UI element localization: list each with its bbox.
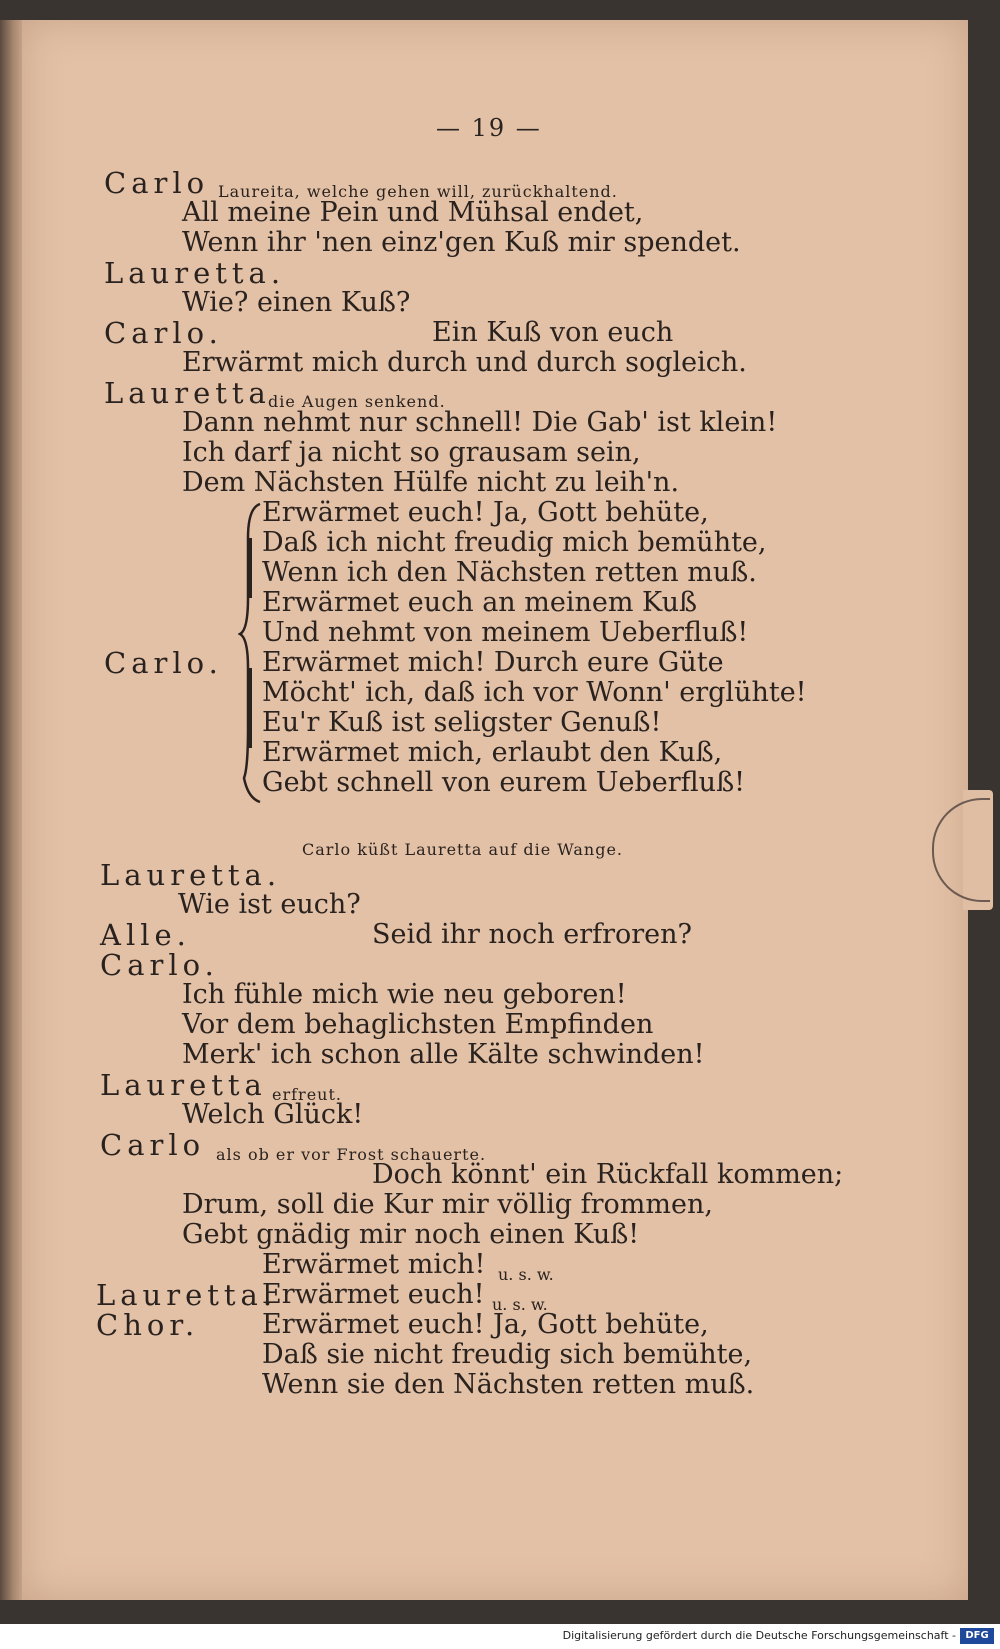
speaker-label: Lauretta — [100, 1068, 267, 1102]
verse-line: Daß sie nicht freudig sich bemühte, — [262, 1339, 753, 1370]
stage-direction: Carlo küßt Lauretta auf die Wange. — [302, 840, 623, 859]
verse-line: Wie? einen Kuß? — [182, 287, 411, 318]
stage-direction: Laureita, welche gehen will, zurückhaltend. — [218, 182, 618, 201]
speaker-label: Lauretta. — [104, 256, 286, 290]
verse-line: Eu'r Kuß ist seligster Genuß! — [262, 707, 662, 738]
speaker-label: Lauretta. — [96, 1278, 278, 1312]
verse-line: Merk' ich schon alle Kälte schwinden! — [182, 1039, 705, 1070]
verse-line: Wie ist euch? — [178, 889, 361, 920]
verse-line: Möcht' ich, daß ich vor Wonn' erglühte! — [262, 677, 807, 708]
verse-line: Erwärmet mich! Durch eure Güte — [262, 647, 724, 678]
verse-line: Welch Glück! — [182, 1099, 364, 1130]
abbreviation-note: u. s. w. — [492, 1295, 548, 1314]
speaker-label: Carlo — [104, 166, 210, 200]
verse-line: Und nehmt von meinem Ueberfluß! — [262, 617, 749, 648]
verse-line: Erwärmt mich durch und durch sogleich. — [182, 347, 747, 378]
verse-line: Erwärmet euch! Ja, Gott behüte, — [262, 1309, 709, 1340]
verse-line: Doch könnt' ein Rückfall kommen; — [372, 1159, 844, 1190]
verse-line: Drum, soll die Kur mir völlig frommen, — [182, 1189, 713, 1220]
stage-direction: als ob er vor Frost schauerte. — [216, 1145, 487, 1164]
verse-line: Ein Kuß von euch — [432, 317, 674, 348]
duet-brace — [238, 498, 268, 808]
verse-line: Dem Nächsten Hülfe nicht zu leih'n. — [182, 467, 680, 498]
verse-line: Gebt schnell von eurem Ueberfluß! — [262, 767, 745, 798]
verse-line: Erwärmet euch an meinem Kuß — [262, 587, 698, 618]
footer-bar — [0, 1624, 1000, 1649]
verse-line: Ich fühle mich wie neu geboren! — [182, 979, 627, 1010]
verse-line: Wenn ihr 'nen einz'gen Kuß mir spendet. — [182, 227, 741, 258]
verse-line: Daß ich nicht freudig mich bemühte, — [262, 527, 767, 558]
verse-line: Seid ihr noch erfroren? — [372, 919, 693, 950]
verse-line: Vor dem behaglichsten Empfinden — [182, 1009, 654, 1040]
verse-line: All meine Pein und Mühsal endet, — [182, 197, 644, 228]
speaker-label: Carlo. — [100, 948, 219, 982]
verse-line: Erwärmet euch! Ja, Gott behüte, — [262, 497, 709, 528]
verse-line: Ich darf ja nicht so grausam sein, — [182, 437, 641, 468]
verse-line: Wenn sie den Nächsten retten muß. — [262, 1369, 755, 1400]
speaker-label: Alle. — [100, 918, 191, 952]
speaker-label: Chor. — [96, 1308, 200, 1342]
speaker-label: Lauretta — [104, 376, 271, 410]
abbreviation-note: u. s. w. — [498, 1265, 554, 1284]
verse-line: Erwärmet euch! — [262, 1279, 485, 1310]
stage-direction: erfreut. — [272, 1085, 342, 1104]
verse-line: Dann nehmt nur schnell! Die Gab' ist klein! — [182, 407, 778, 438]
verse-line: Gebt gnädig mir noch einen Kuß! — [182, 1219, 640, 1250]
footer-credit: Digitalisierung gefördert durch die Deutsche Forschungsgemeinschaft - — [562, 1629, 956, 1642]
stage-direction: die Augen senkend. — [268, 392, 446, 411]
speaker-label: Carlo. — [104, 646, 223, 680]
dfg-logo[interactable]: DFG — [960, 1628, 994, 1644]
verse-line: Wenn ich den Nächsten retten muß. — [262, 557, 757, 588]
speaker-label: Carlo — [100, 1128, 206, 1162]
speaker-label: Carlo. — [104, 316, 223, 350]
page-number: — 19 — — [436, 114, 542, 142]
verse-line: Erwärmet mich! — [262, 1249, 486, 1280]
verse-line: Erwärmet mich, erlaubt den Kuß, — [262, 737, 723, 768]
speaker-label: Lauretta. — [100, 858, 282, 892]
